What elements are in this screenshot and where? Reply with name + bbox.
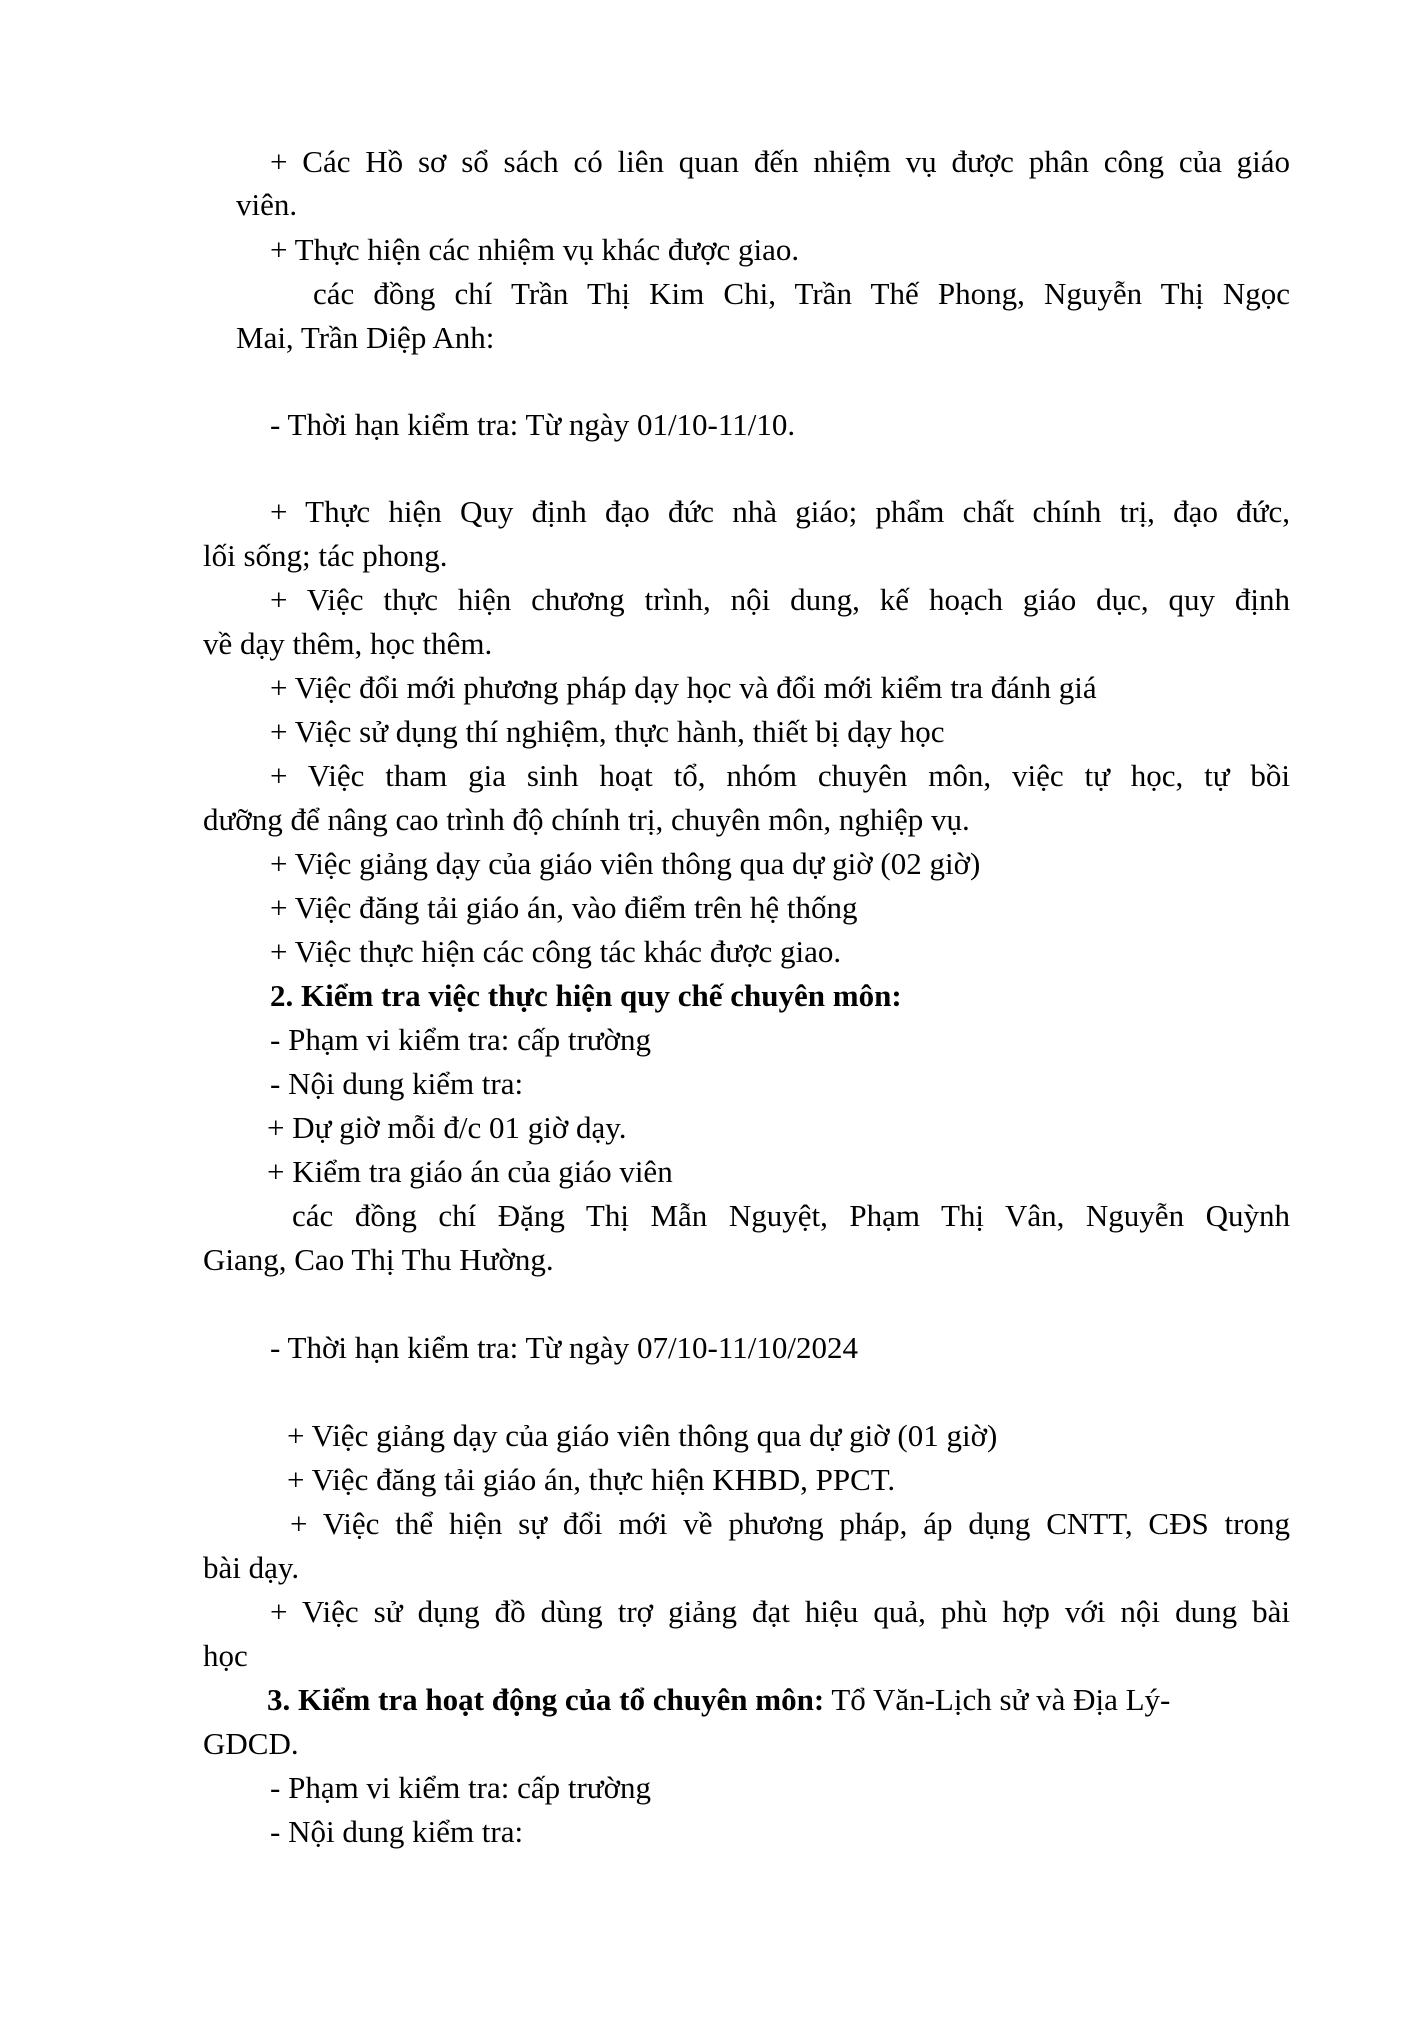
text-line: + Việc sử dụng thí nghiệm, thực hành, thiết bị dạy học [270, 714, 945, 749]
text-line: + Việc đăng tải giáo án, thực hiện KHBD, PPCT. [287, 1462, 896, 1497]
section-heading-3: 3. Kiểm tra hoạt động của tổ chuyên môn: Tổ Văn-Lịch sử và Địa Lý- [267, 1682, 1171, 1717]
text-line: Mai, Trần Diệp Anh: [236, 320, 495, 355]
section-heading-2: 2. Kiểm tra việc thực hiện quy chế chuyên môn: [270, 978, 902, 1013]
text-line: + Việc thể hiện sự đổi mới về phương pháp, áp dụng CNTT, CĐS trong [290, 1506, 1290, 1541]
text-line: lối sống; tác phong. [203, 538, 448, 573]
text-line: các đồng chí Đặng Thị Mẫn Nguyệt, Phạm Thị Vân, Nguyễn Quỳnh [292, 1198, 1290, 1233]
text-line: - Phạm vi kiểm tra: cấp trường [270, 1770, 651, 1805]
text-line: bài dạy. [203, 1550, 300, 1585]
text-line: về dạy thêm, học thêm. [203, 626, 493, 661]
text-line: + Việc giảng dạy của giáo viên thông qua dự giờ (01 giờ) [287, 1418, 998, 1453]
text-line: + Việc thực hiện các công tác khác được giao. [270, 934, 842, 969]
text-line: viên. [236, 187, 298, 222]
text-line: + Thực hiện Quy định đạo đức nhà giáo; phẩm chất chính trị, đạo đức, [270, 494, 1290, 529]
text-line: + Việc đăng tải giáo án, vào điểm trên hệ thống [270, 890, 858, 925]
text-line: - Nội dung kiểm tra: [270, 1066, 524, 1101]
text-line: - Nội dung kiểm tra: [270, 1814, 524, 1849]
text-line: - Thời hạn kiểm tra: Từ ngày 07/10-11/10/2024 [270, 1330, 858, 1365]
text-line: học [203, 1638, 248, 1673]
text-line: GDCD. [203, 1726, 299, 1761]
text-line: Giang, Cao Thị Thu Hường. [203, 1242, 554, 1277]
text-line: + Kiểm tra giáo án của giáo viên [267, 1154, 673, 1189]
text-line: + Việc thực hiện chương trình, nội dung, kế hoạch giáo dục, quy định [270, 582, 1290, 617]
text-line: + Việc đổi mới phương pháp dạy học và đổi mới kiểm tra đánh giá [270, 670, 1097, 705]
text-line: các đồng chí Trần Thị Kim Chi, Trần Thế Phong, Nguyễn Thị Ngọc [313, 276, 1290, 311]
text-line: + Việc giảng dạy của giáo viên thông qua dự giờ (02 giờ) [270, 846, 981, 881]
text-line: + Thực hiện các nhiệm vụ khác được giao. [270, 232, 800, 267]
text-line: + Dự giờ mỗi đ/c 01 giờ dạy. [267, 1110, 627, 1145]
text-line: - Phạm vi kiểm tra: cấp trường [270, 1022, 651, 1057]
text-line: + Việc tham gia sinh hoạt tổ, nhóm chuyên môn, việc tự học, tự bồi [270, 758, 1290, 793]
text-line: - Thời hạn kiểm tra: Từ ngày 01/10-11/10. [270, 407, 796, 442]
text-line: + Việc sử dụng đồ dùng trợ giảng đạt hiệu quả, phù hợp với nội dung bài [270, 1594, 1290, 1629]
text-line: dưỡng để nâng cao trình độ chính trị, chuyên môn, nghiệp vụ. [203, 802, 970, 837]
text-line: + Các Hồ sơ sổ sách có liên quan đến nhiệm vụ được phân công của giáo [270, 144, 1290, 179]
